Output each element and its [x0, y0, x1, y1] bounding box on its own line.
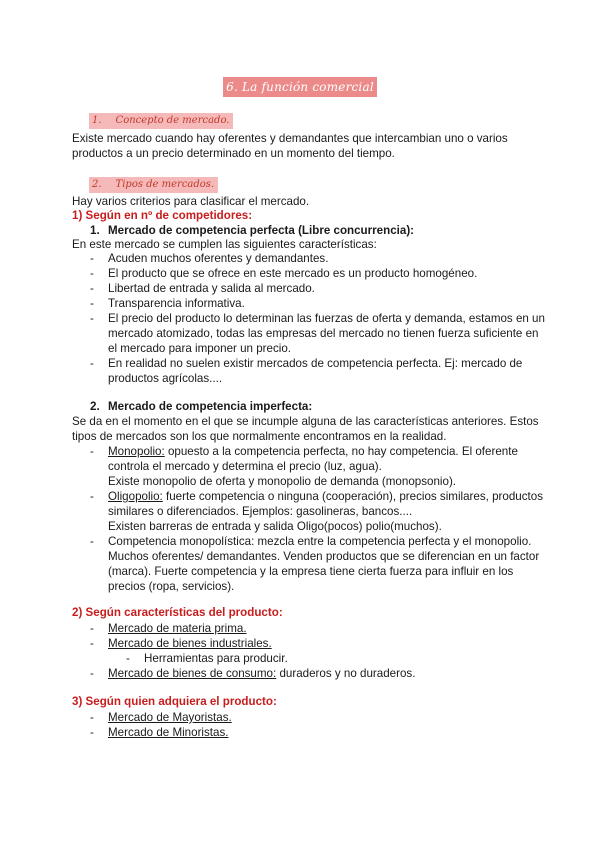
bullet: - [90, 312, 94, 325]
page-title: 6. La función comercial [223, 77, 377, 97]
intro-text: Hay varios criterios para clasificar el mercado. [72, 195, 310, 208]
nested-list-item: - Herramientas para producir. [126, 652, 288, 665]
term: Mercado de bienes de consumo: [108, 667, 277, 680]
criterion-heading-3: 3) Según quien adquiera el producto: [72, 695, 277, 708]
term: Monopolio: [108, 445, 165, 458]
subsection-title-text: Mercado de competencia imperfecta: [108, 400, 313, 413]
subsection-intro: En este mercado se cumplen las siguientes características: [72, 238, 377, 251]
bullet: - [90, 252, 94, 265]
title-wrap [0, 77, 600, 97]
bullet: - [90, 667, 94, 680]
section-number: 2. [92, 179, 102, 190]
term: Oligopolio: [108, 490, 163, 503]
subsection-title-text: Mercado de competencia perfecta (Libre concurrencia): [108, 224, 415, 237]
bullet: - [126, 652, 130, 665]
section-number: 1. [92, 115, 102, 126]
bullet: - [90, 637, 94, 650]
document-page: 6. La función comercial 1. Concepto de mercado. Existe mercado cuando hay oferentes y demandantes que intercambian uno o varios productos a un precio determinado en un momento del tiempo. 2. Tipos de mercados. Hay varios criterios para clasificar el mercado. 1) Según en nº de competidores: 1. Mercado de competencia perfecta (Libre concurrencia): En este mercado se cumplen las siguientes características: - Acuden muchos oferentes y demandantes. - El producto que se ofrece en este mercado es un producto homogéneo. - Libertad de entrada y salida al mercado. - Transparencia informativa. - El precio del producto lo determinan las fuerzas de oferta y demanda, estamos en un mercado atomizado, todas las empresas del mercado no tienen fuerza suficiente en el mercado para imponer un precio. - En realidad no suelen existir mercados de competencia perfecta. Ej: mercado de productos agrícolas.... 2. Mercado de competencia imperfecta: Se da en el momento en el que se incumple alguna de las características anteriores. Estos tipos de mercados son los que normalmente encontramos en la realidad. - Monopolio: opuesto a la competencia perfecta, no hay competencia. El oferente controla el mercado y determina el precio (luz, agua). Existe monopolio de oferta y monopolio de demanda (monopsonio). - Oligopolio: fuerte competencia o ninguna (cooperación), precios similares, productos similares o diferenciados. Ejemplos: gasolineras, bancos.... Existen barreras de entrada y salida Oligo(pocos) polio(muchos). - Competencia monopolística: mezcla entre la competencia perfecta y el monopolio. Muchos oferentes/ demandantes. Venden productos que se diferencian en un factor (marca). Fuerte competencia y la empresa tiene cierta fuerza para influir en los precios (ropa, servicios). 2) Según características del producto: - Mercado de materia prima. - Mercado de bienes industriales. - Herramientas para producir. - Mercado de bienes de consumo: duraderos y no duraderos. 3) Según quien adquiera el producto: - Mercado de Mayoristas. - Mercado de Minoristas. [0, 0, 600, 848]
bullet: - [90, 267, 94, 280]
section-heading-text: Tipos de mercados. [115, 179, 215, 190]
bullet: - [90, 711, 94, 724]
bullet: - [90, 445, 94, 458]
bullet: - [90, 357, 94, 370]
bullet: - [90, 535, 94, 548]
bullet: - [90, 490, 94, 503]
bullet: - [90, 726, 94, 739]
paragraph-line: tipos de mercados son los que normalmente encontramos en la realidad. [72, 430, 447, 443]
subsection-title-perfect [90, 223, 414, 238]
section-heading-1 [89, 113, 233, 129]
bullet: - [90, 622, 94, 635]
paragraph-line: Existe mercado cuando hay oferentes y demandantes que intercambian uno o varios [72, 132, 508, 145]
bullet: - [90, 297, 94, 310]
paragraph-line: Se da en el momento en el que se incumple alguna de las características anteriores. Estos [72, 415, 539, 428]
criterion-heading-1: 1) Según en nº de competidores: [72, 209, 253, 222]
section-heading-2 [89, 177, 218, 193]
subsection-number: 2. [90, 400, 100, 413]
criterion-heading-2: 2) Según características del producto: [72, 606, 283, 619]
bullet: - [90, 282, 94, 295]
section-heading-text: Concepto de mercado. [115, 115, 230, 126]
subsection-title-imperfect [90, 399, 312, 414]
paragraph-line: productos a un precio determinado en un momento del tiempo. [72, 147, 395, 160]
subsection-number: 1. [90, 224, 100, 237]
